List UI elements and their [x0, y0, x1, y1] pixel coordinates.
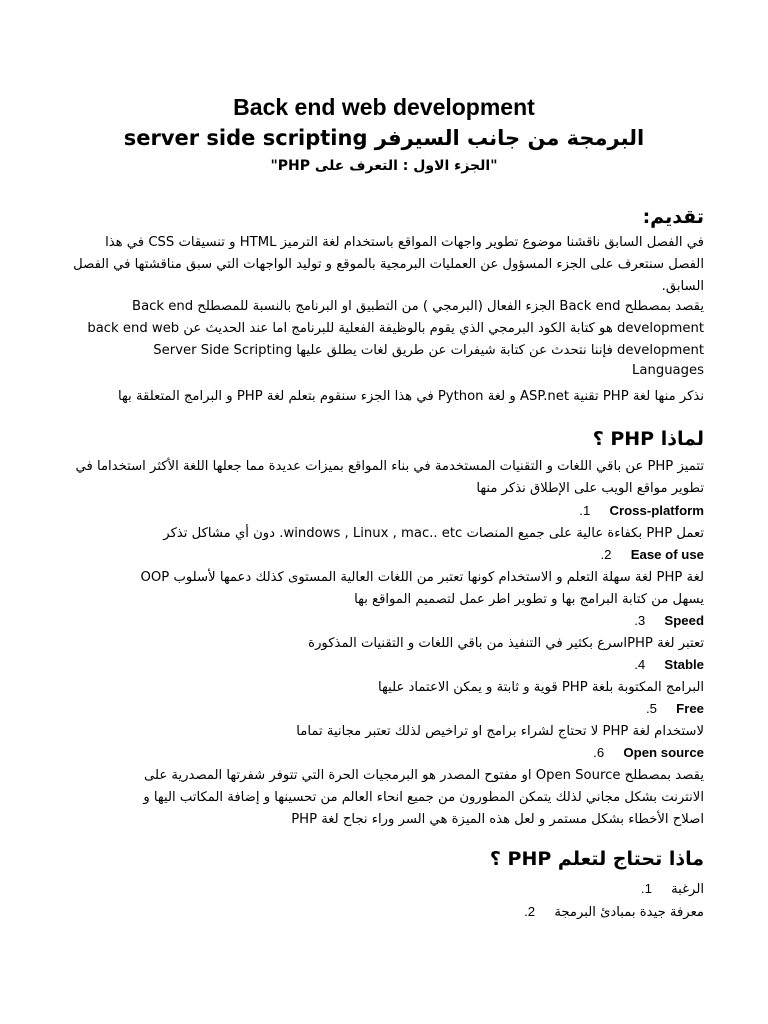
intro-paragraph-3: نذكر منها لغة PHP تقنية ASP.net و لغة Python في هذا الجزء سنقوم بتعلم لغة PHP و البرامج المتعلقة بها — [118, 389, 704, 404]
feature-number: 1. — [579, 503, 591, 518]
feature-line: لاستخدام لغة PHP لا تحتاج لشراء برامج او تراخيص لذلك تعتبر مجانية تماما — [296, 724, 704, 739]
feature-item — [44, 500, 704, 545]
intro-p1-line-3: السابق. — [661, 279, 704, 294]
feature-number: 6. — [593, 745, 605, 760]
feature-number: 3. — [634, 613, 646, 628]
why-line-2: تطوير مواقع الويب على الإطلاق نذكر منها — [476, 481, 704, 496]
feature-number: 2. — [600, 547, 612, 562]
languages-word: Languages — [632, 363, 704, 378]
feature-title: Open source — [623, 745, 704, 760]
intro-heading: تقديم: — [642, 206, 704, 228]
intro-p1-line-2: الفصل سنتعرف على الجزء المسؤول عن العمليات البرمجية بالموقع و توليد الواجهات التي سبق مناقشتها في الفصل — [73, 257, 704, 272]
feature-item — [44, 698, 704, 743]
document-subtitle: البرمجة من جانب السيرفر server side scripting — [123, 126, 645, 150]
why-php-text — [44, 456, 704, 500]
intro-p2-line-2: development هو كتابة الكود البرمجي الذي يقوم بالوظيفة الفعلية للبرنامج اما عند الحديث عن back end web — [87, 321, 704, 336]
intro-p2-line-3: development فإننا نتحدث عن كتابة شيفرات عن طريق لغات يطلق عليها Server Side Scripting — [153, 343, 704, 358]
document-title: Back end web development — [233, 94, 535, 120]
why-php-heading: لماذا PHP ؟ — [592, 428, 704, 450]
feature-line: تعمل PHP بكفاءة عالية على جميع المنصات windows , Linux , mac.. etc. دون أي مشاكل تذكر — [163, 526, 704, 541]
list-item — [44, 878, 704, 901]
feature-line: يقصد بمصطلح Open Source او مفتوح المصدر هو البرمجيات الحرة التي تتوفر شفرتها المصدرية على — [144, 768, 704, 783]
feature-item — [44, 742, 704, 831]
feature-title: Cross-platform — [609, 503, 704, 518]
feature-line: لغة PHP لغة سهلة التعلم و الاستخدام كونها تعتبر من اللغات العالية المستوى كذلك دعمها لأسلوب OOP — [140, 570, 704, 585]
feature-item — [44, 654, 704, 699]
feature-title: Ease of use — [630, 547, 704, 562]
feature-line: اصلاح الأخطاء بشكل مستمر و لعل هذه الميزة هي السر وراء نجاح لغة PHP — [291, 812, 704, 827]
need-list — [44, 878, 704, 924]
feature-number: 5. — [645, 701, 657, 716]
need-item-number: 1. — [640, 881, 652, 896]
feature-line: الانترنت بشكل مجاني لذلك يتمكن المطورون من جميع انحاء العالم من تحسينها و إضافة المكاتب اليها و — [143, 790, 704, 805]
what-you-need-heading: ماذا تحتاج لتعلم PHP ؟ — [489, 848, 704, 870]
feature-title: Free — [676, 701, 704, 716]
intro-p2-line-1: يقصد بمصطلح Back end الجزء الفعال (البرمجي ) من التطبيق او البرنامج بالنسبة للمصطلح Back end — [132, 299, 704, 314]
need-item-text: الرغبة — [671, 882, 704, 897]
intro-paragraph-1 — [44, 232, 704, 298]
document-part-label: "الجزء الاول : التعرف على PHP" — [270, 158, 498, 174]
list-item — [44, 901, 704, 924]
need-item-text: معرفة جيدة بمبادئ البرمجة — [554, 905, 704, 920]
feature-title: Stable — [664, 657, 704, 672]
why-line-1: تتميز PHP عن باقي اللغات و التقنيات المستخدمة في بناء المواقع بميزات عديدة مما جعلها اللغة الأكثر استخداما في — [75, 459, 704, 474]
intro-p1-line-1: في الفصل السابق ناقشنا موضوع تطوير واجهات المواقع باستخدام لغة الترميز HTML و تنسيقات CSS في هذا — [105, 235, 704, 250]
need-item-number: 2. — [524, 904, 536, 919]
feature-line: يسهل من كتابة البرامج بها و تطوير اطر عمل لتصميم المواقع بها — [354, 592, 704, 607]
feature-line: البرامج المكتوبة بلغة PHP قوية و ثابتة و يمكن الاعتماد عليها — [378, 680, 704, 695]
feature-number: 4. — [634, 657, 646, 672]
feature-title: Speed — [664, 613, 704, 628]
feature-item — [44, 544, 704, 611]
intro-paragraph-2 — [44, 296, 704, 362]
feature-item — [44, 610, 704, 655]
feature-line: تعتبر لغة PHPاسرع بكثير في التنفيذ من باقي اللغات و التقنيات المذكورة — [308, 636, 704, 651]
